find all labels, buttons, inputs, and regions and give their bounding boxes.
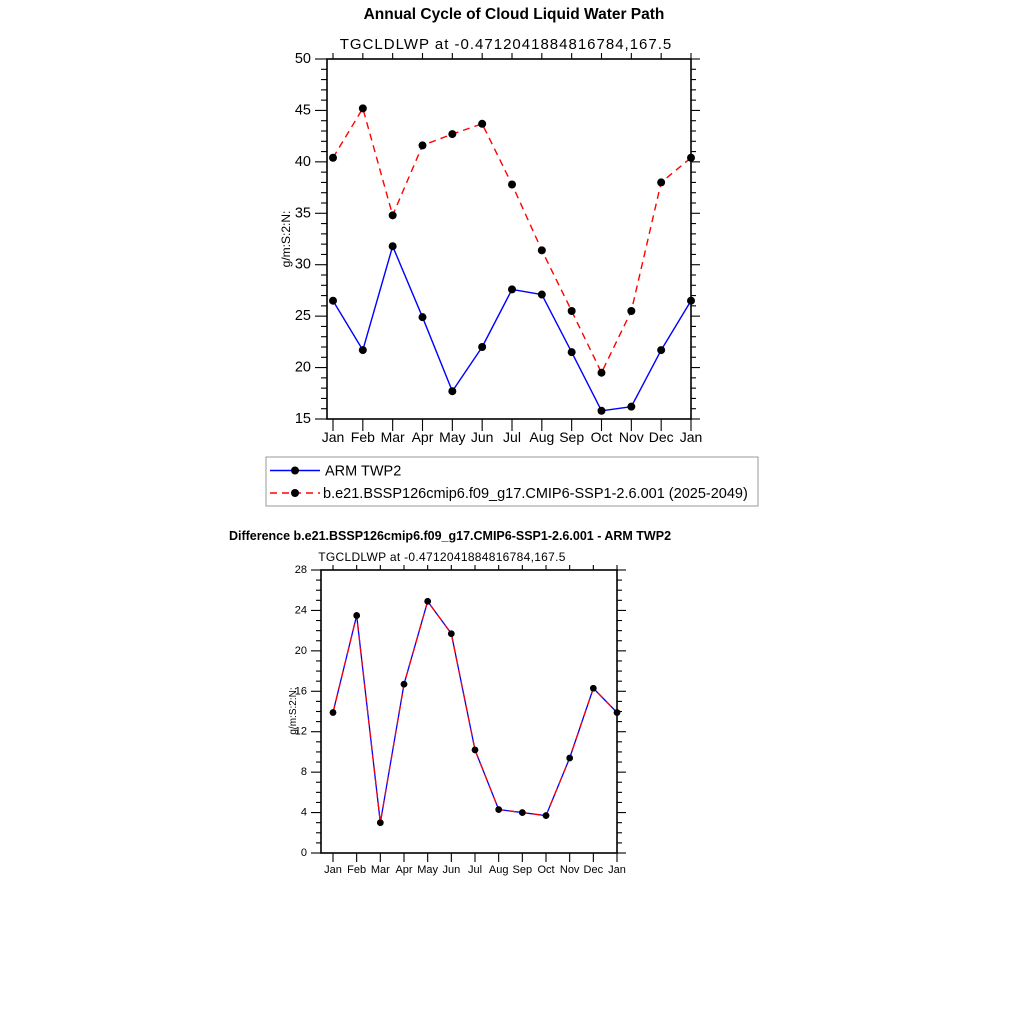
data-point-marker [419,141,427,149]
data-point-marker [519,809,526,816]
x-axis-tick-label: Jul [467,864,483,876]
x-axis-tick-label: May [417,864,439,876]
data-point-marker [389,242,397,250]
data-point-marker [568,307,576,315]
data-point-marker [478,120,486,128]
legend-label-model: b.e21.BSSP126cmip6.f09_g17.CMIP6-SSP1-2.6.001 (2025-2049) [323,486,748,502]
y-axis-tick-label: 35 [294,205,311,222]
y-axis-tick-label: 15 [294,411,311,427]
data-point-marker [377,819,384,826]
data-point-marker [329,297,337,305]
x-axis-tick-label: Sep [512,864,533,876]
y-axis-tick-label: 30 [294,256,311,273]
y-axis-tick-label: 0 [300,847,307,859]
data-point-marker [330,709,337,716]
top-chart-title: Annual Cycle of Cloud Liquid Water Path [363,6,665,23]
data-point-marker [627,403,635,411]
data-point-marker [687,297,695,305]
x-axis-tick-label: Dec [583,864,604,876]
bottom-chart-y-axis-label: g/m:S:2:N: [288,687,299,735]
bottom-chart-plot [295,564,626,876]
data-point-marker [472,747,479,754]
data-point-marker [448,130,456,138]
y-axis-tick-label: 20 [294,644,307,657]
data-point-marker [590,685,597,692]
data-point-marker [657,178,665,186]
data-point-marker [598,369,606,377]
top-chart-y-axis-label: g/m:S:2:N: [279,210,293,268]
data-point-marker [424,598,431,605]
y-axis-tick-label: 12 [294,725,307,738]
data-point-marker [543,812,550,819]
x-axis-tick-label: Oct [590,429,613,445]
data-point-marker [495,806,502,813]
x-axis-tick-label: Jan [608,864,626,876]
data-point-marker [359,346,367,354]
bottom-chart-subtitle: TGCLDLWP at -0.4712041884816784,167.5 [318,550,566,564]
x-axis-tick-label: Jan [679,429,703,445]
x-axis-tick-label: Jun [470,429,494,445]
y-axis-tick-label: 50 [294,51,311,67]
y-axis-tick-label: 20 [294,359,311,376]
x-axis-tick-label: Aug [488,864,509,876]
x-axis-tick-label: May [439,429,466,445]
data-point-marker [389,211,397,219]
series-line [333,601,617,822]
x-axis-tick-label: Nov [559,864,580,876]
x-axis-tick-label: Oct [537,864,555,876]
plot-frame [321,570,617,853]
y-axis-tick-label: 8 [300,766,307,779]
data-point-marker [687,154,695,162]
x-axis-tick-label: Feb [347,864,367,876]
top-chart-plot [295,51,702,445]
data-point-marker [478,343,486,351]
x-axis-tick-label: Mar [370,864,390,876]
data-point-marker [419,313,427,321]
data-point-marker [598,407,606,415]
x-axis-tick-label: Nov [618,429,644,445]
x-axis-tick-label: Jan [321,429,345,445]
data-point-marker [401,681,408,688]
data-point-marker [538,246,546,254]
y-axis-tick-label: 24 [294,604,307,617]
data-point-marker [508,180,516,188]
legend-marker-obs [291,467,299,475]
x-axis-tick-label: Apr [411,429,434,445]
bottom-chart-title: Difference b.e21.BSSP126cmip6.f09_g17.CMIP6-SSP1-2.6.001 - ARM TWP2 [228,529,672,543]
legend-marker-model [291,489,299,497]
data-point-marker [566,755,573,762]
legend-entry-model [270,486,748,502]
x-axis-tick-label: Apr [395,864,413,876]
x-axis-tick-label: Jun [442,864,461,876]
data-point-marker [353,612,360,619]
y-axis-tick-label: 16 [294,685,307,698]
top-chart-subtitle: TGCLDLWP at -0.4712041884816784,167.5 [339,36,673,53]
data-point-marker [329,154,337,162]
legend [266,457,758,506]
x-axis-tick-label: Mar [380,429,405,445]
y-axis-tick-label: 45 [294,102,311,119]
data-point-marker [657,346,665,354]
legend-label-obs: ARM TWP2 [325,463,402,480]
y-axis-tick-label: 28 [294,564,307,576]
x-axis-tick-label: Jan [324,864,342,876]
y-axis-tick-label: 40 [294,153,311,170]
data-point-marker [568,348,576,356]
x-axis-tick-label: Sep [559,429,585,445]
data-point-marker [627,307,635,315]
data-point-marker [538,291,546,299]
series-line [333,108,691,372]
x-axis-tick-label: Dec [648,429,674,445]
y-axis-tick-label: 4 [300,806,307,819]
x-axis-tick-label: Jul [503,429,521,445]
plot-frame [327,59,691,419]
data-point-marker [448,387,456,395]
x-axis-tick-label: Feb [350,429,375,445]
series-line [333,601,617,822]
data-point-marker [359,104,367,112]
data-point-marker [448,630,455,637]
series-line [333,246,691,411]
data-point-marker [508,285,516,293]
y-axis-tick-label: 25 [294,308,311,325]
data-point-marker [614,709,621,716]
x-axis-tick-label: Aug [529,429,555,445]
